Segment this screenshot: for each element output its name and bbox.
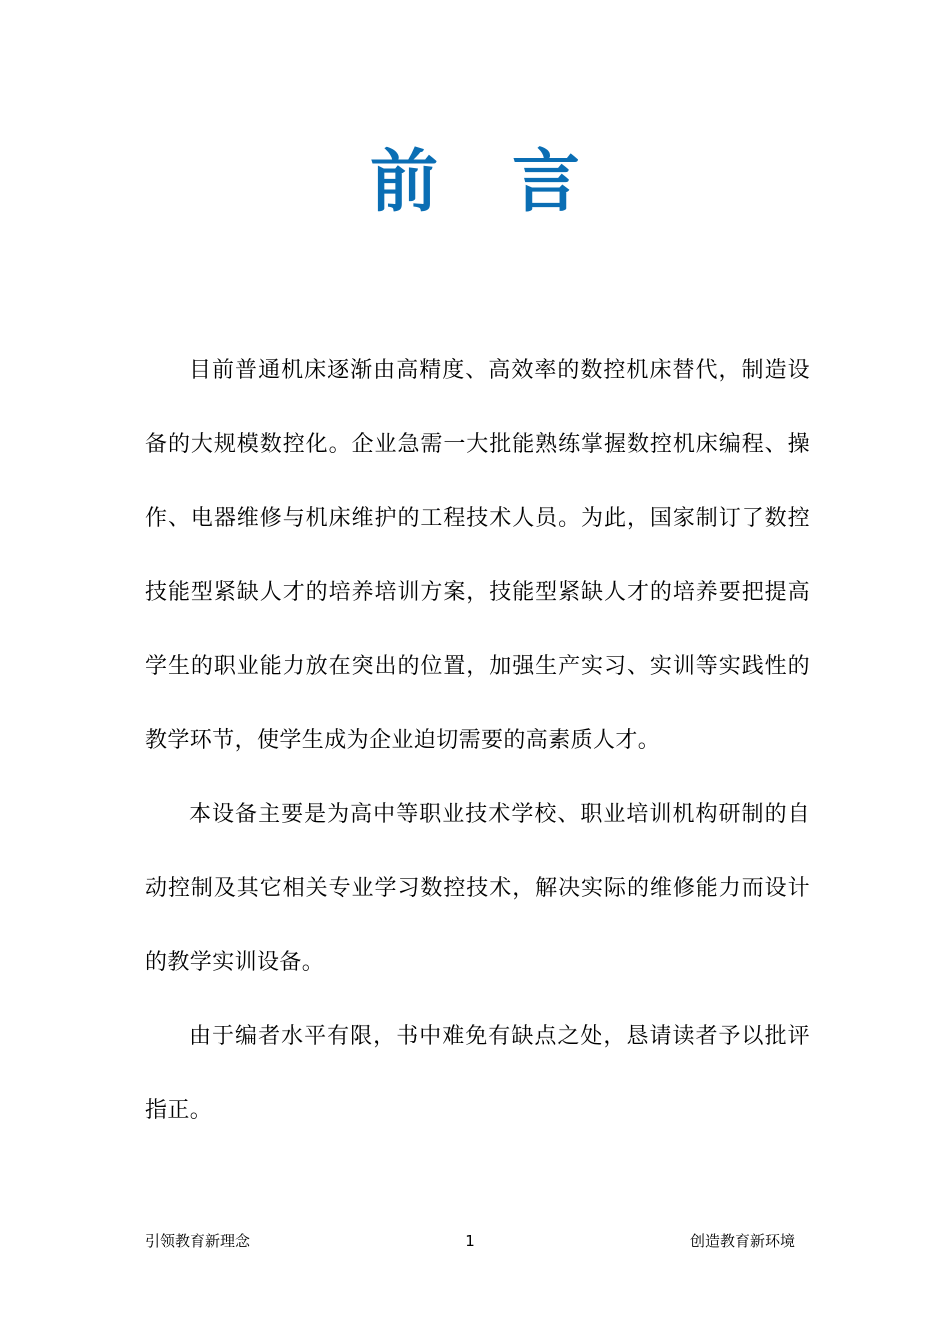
page-title: 前言	[369, 142, 654, 222]
footer-left-slogan: 引领教育新理念	[145, 1232, 251, 1250]
paragraph-3: 由于编者水平有限，书中难免有缺点之处，恳请读者予以批评指正。	[145, 1024, 810, 1123]
footer-right-slogan: 创造教育新环境	[689, 1232, 795, 1250]
paragraph-2: 本设备主要是为高中等职业技术学校、职业培训机构研制的自动控制及其它相关专业学习数控技术，解决实际的维修能力而设计的教学实训设备。	[145, 802, 810, 975]
paragraph-1: 目前普通机床逐渐由高精度、高效率的数控机床替代，制造设备的大规模数控化。企业急需一大批能熟练掌握数控机床编程、操作、电器维修与机床维护的工程技术人员。为此，国家制订了数控技能型紧缺人才的培养培训方案，技能型紧缺人才的培养要把提高学生的职业能力放在突出的位置，加强生产实习、实训等实践性的教学环节，使学生成为企业迫切需要的高素质人才。	[145, 358, 810, 753]
page-footer	[145, 1228, 795, 1254]
body-text	[145, 334, 810, 1148]
page-number: 1	[465, 1232, 475, 1250]
